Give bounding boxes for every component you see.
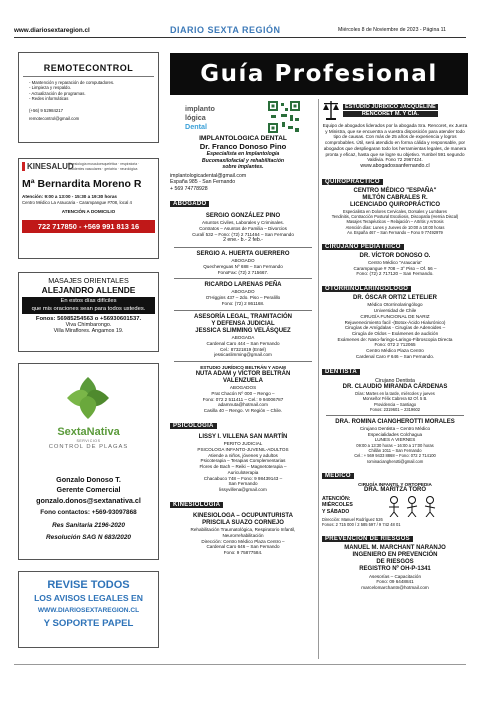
bullet-2: - Limpieza y respaldo.: [29, 85, 72, 91]
kinesio-l3: Dirección: Centro Médico Plaza Centro –: [201, 538, 285, 544]
psicologia-l1: PERITO JUDICIAL: [223, 441, 263, 447]
abogado-1-l4: 2 ene.- b.- 2 feb.-: [223, 237, 263, 244]
section-kinesiologia: KINESIOLOGIA: [170, 502, 223, 508]
medico-l4: Dirección: Manuel Rodríguez 526: [322, 516, 383, 522]
header-rule: [14, 37, 466, 38]
footer-rule: [14, 664, 466, 665]
dra-l2: Especialidades Colchagua: [367, 431, 423, 437]
riesgos-l6[interactable]: marcelomarchantn@hotmail.com: [361, 584, 429, 590]
psicologia-l4: Psicoterapia – Terapias Complementarias: [200, 458, 286, 464]
otorrino-l10: Cardenal Caro # 646 – San Fernando.: [355, 353, 435, 359]
implanto-addr: España 985 - San Fernando: [170, 179, 236, 185]
dra-l5: Chillán 1011 – San Fernando: [368, 448, 422, 454]
revise-line-3[interactable]: WWW.DIARIOSEXTAREGION.CL: [37, 607, 140, 614]
ad-sextanativa: [18, 363, 159, 560]
quiro-title: LICENCIADO QUIROPRÁCTICO: [350, 202, 440, 209]
scales-of-justice-icon: [322, 99, 340, 121]
abogado-5-l3: Fono: 072 2 511411 – Cel.: 9 94006787: [202, 396, 284, 402]
abogado-1-l1: Asuntos Civiles, Laborales y Criminales.: [202, 220, 284, 226]
dra-l6: Cel.: + 569 9433 8868 – Fono: 072 2 714100: [354, 453, 436, 459]
abogado-3-l3: Fono: (72) 2 861168.: [221, 300, 265, 306]
abogado-1-l3: Curalí 532 – Fono: (72) 2 711464 – San Fernando: [192, 231, 294, 237]
kinesio-name1: KINESIOLOGA – OCUPUNTURISTA: [192, 512, 293, 519]
quiro-l5: Av. España 467 – San Fernando – Fono 9 77492979: [347, 229, 443, 235]
abogado-2-l1: ABOGADO: [231, 258, 255, 264]
guia-banner: [170, 53, 468, 95]
bullet-1: - Mantención y reparación de computadores.: [29, 80, 115, 85]
abogado-4-name2: Y DEFENSA JUDICIAL: [211, 320, 275, 327]
medico-l3: Y SÁBADO: [322, 508, 350, 515]
dra-l4: 09:00 a 13:30 horas – 16:00 a 17:00 horas: [356, 443, 434, 449]
kinesalud-phones: 722 717850 - +569 991 813 16: [22, 220, 155, 233]
abogado-4-l4[interactable]: jessicaslimming@gmail.com: [214, 352, 272, 358]
sextanativa-res2: Resolución SAG N 683/2020: [46, 534, 131, 541]
sextanativa-brand: SextaNativa: [57, 426, 120, 438]
sextanativa-sub2: CONTROL DE PLAGAS: [48, 444, 129, 450]
revise-line-1: REVISE TODOS: [47, 579, 130, 591]
otorrino-l7: Exámenes de: Naso-faringo-Laringo-Fibroscopia Directa: [337, 336, 453, 342]
guia-middle-column: [170, 99, 316, 659]
sextanativa-sub: SERVICIOS: [76, 439, 101, 443]
kinesio-name2: PRISCILA SUAZO CORNEJO: [202, 519, 284, 526]
quiro-l4: Atención días: Lunes y Jueves de 10:00 a 18:00 horas: [345, 224, 445, 230]
riesgos-l3: REGISTRO Nº OH-P-1341: [359, 566, 431, 573]
section-quiropractico: QUIROPRÁCTICO: [322, 179, 383, 185]
abogado-2-l2: Quechereguas Nº 688 – San Fernando: [203, 263, 283, 269]
revise-line-2: LOS AVISOS LEGALES EN: [34, 593, 143, 603]
abogado-5-l4[interactable]: adamnuta@hotmail.com: [218, 402, 268, 408]
implanto-spec1: Especialista en Implantología: [206, 151, 280, 157]
masajes-name: ALEJANDRO ALLENDE: [41, 285, 136, 295]
remotecontrol-phone: (+56) 9 52984217: [29, 108, 64, 114]
section-dentista: DENTISTA: [322, 369, 360, 375]
abogado-2-l3: FonoFax: (72) 2 715667.: [217, 269, 269, 275]
abogado-3-l2: O'Higgins 437 – 2do. Piso – Peralillo: [205, 295, 281, 301]
kinesalud-hours: Atención: 9:00 a 13:00 - 15:30 a 19:30 horas: [22, 194, 117, 199]
masajes-places: Viva Chimbarongo.: [65, 322, 112, 329]
masajes-line-2: que mis oraciones sean para todos ustedes.: [31, 305, 146, 312]
implanto-spec2: Bucomaxilofacial y rehabilitación: [201, 157, 285, 164]
kinesio-l2: Neurorrehabilitación: [222, 532, 264, 538]
site-url[interactable]: www.diariosextaregion.cl: [14, 27, 90, 34]
bullet-3: - Actualización de programas.: [29, 90, 86, 96]
riesgos-l2: DE RIESGOS: [376, 559, 414, 566]
implanto-phone: + 569 74778928: [170, 185, 208, 192]
otorrino-l4: Rejuvenecimiento facil -(Botox-Ácido Hialurónico): [344, 319, 446, 325]
abogado-5-l1: ABOGADOS: [229, 385, 257, 391]
remotecontrol-logo: REMOTECONTROL: [43, 63, 134, 73]
section-psicologia: PSICOLOGÍA: [170, 423, 217, 429]
cirujano-name: DR. VÍCTOR DONOSO O.: [359, 252, 431, 259]
dentista-name: DR. CLAUDIO MIRANDA CÁRDENAS: [342, 384, 448, 391]
kinesio-l4: Cardenal Caro 646 – San Fernando: [206, 544, 280, 550]
guia-title: Guía Profesional: [200, 61, 438, 87]
otorrino-l3: CIRUGÍA FUNCIONAL DE NARIZ: [360, 313, 430, 319]
estudio-head1: ESTUDIO JURÍDICO JACQUELINE: [345, 103, 436, 110]
abogado-1-l2: Contratos – Asuntos de Familia – Divorcios: [199, 225, 287, 231]
masajes-address: Villa Miraflores. Angamos 19.: [53, 328, 124, 335]
riesgos-l1: INGENIERO EN PREVENCIÓN: [352, 551, 438, 558]
quiro-l1: Especialista en Dolores Cervicales, Dorsales y Lumbares: [343, 209, 447, 215]
section-riesgos: PREVENCIÓN DE RIESGOS: [322, 536, 413, 542]
medico-l0: CIRUGÍA INFANTIL Y ORTOPEDIA: [358, 481, 432, 487]
kinesalud-home: ATENCIÓN A DOMICILIO: [61, 209, 116, 215]
abogado-1-name: SERGIO GONZÁLEZ PINO: [205, 213, 281, 219]
abogado-4-name3: JESSICA SLIMMING VELÁSQUEZ: [195, 328, 291, 335]
psicologia-l6: Auriculoterapia: [227, 469, 259, 475]
qr-code-icon[interactable]: [267, 100, 301, 134]
sextanativa-phone: Fono contactos: +569-93097868: [40, 509, 137, 516]
psicologia-l5: Flores de Bach – Reiki – Magnetoterapia –: [199, 464, 287, 470]
abogado-5-l5: Casilla 40 – Rengo. VI Región – Chile.: [203, 408, 283, 414]
section-cirujano: CIRUJANO PEDIÁTRICO: [322, 244, 404, 250]
abogado-4-l2: Cardenal Caro 444 – San Fernando: [206, 340, 280, 346]
estudio-web[interactable]: www.abogadossanfernando.cl: [360, 163, 430, 170]
ad-revise: [18, 571, 159, 648]
implanto-doctor: Dr. Franco Donoso Pino: [199, 142, 287, 151]
sextanativa-name: Gonzalo Donoso T.: [56, 475, 121, 484]
ad-remotecontrol: [18, 52, 159, 143]
ad-kinesalud: [18, 158, 159, 259]
estudio-head2: RENCORET M. Y CÍA.: [343, 111, 438, 117]
masajes-phone: Fonos: 56985254563 o +56930601537.: [35, 316, 142, 323]
masajes-title: MASAJES ORIENTALES: [48, 276, 129, 285]
section-otorrino: OTORRINOLARINGÓLOGO: [322, 286, 411, 292]
otorrino-l1: Médico Otorrinolaringólogo: [367, 302, 423, 308]
implantologica-logo: [185, 104, 237, 131]
dentista-l0: Cirujano Dentista: [375, 377, 415, 384]
remotecontrol-email[interactable]: remotecontrol@gmail.com: [29, 115, 80, 121]
quiro-name: MILTÓN CABRALES R.: [362, 194, 428, 201]
estudio-text: Equipo de abogados liderados por la abogada Sra. Rencoret, ex Jueza y Ministra, que se encuentra a vuestra disposición para atender todo tipo de causas. Con más de 25 años de experiencia y logros comprobables. Útil, será atendido en forma cálida y responsable, por abogados que despliegaran todo los herramientas legales, de manera pronta y eficaz, hasta que se logre su objetivo. Yumbel 591 segundo Valdivia. Fono 72 2967424.: [322, 123, 468, 163]
cirujano-l1: Centro Médico "Araucaria": [367, 259, 423, 265]
riesgos-name: MANUEL M. MARCHANT NARANJO: [344, 544, 446, 551]
sextanativa-leaf-icon: [63, 373, 113, 423]
section-medico: MÉDICO: [322, 473, 354, 479]
psicologia-l7: Chacabuco 748 – Fono: 9 98439143 –: [203, 475, 283, 481]
otorrino-l5: Cirugías de Amígdalas - Cirugías de Adenoides –: [344, 325, 446, 331]
kinesalud-tagline: Kinesiología musculoesquelética · respiratoria · accidentes vasculares · geriatría · neurológica: [68, 162, 140, 171]
dentista-l4: Fonos: 2319601 – 2319602: [369, 406, 421, 412]
kinesalud-logo: KINESALUD: [22, 162, 68, 171]
psicologia-l2: PSICOLOGA INFANTO-JUVENIL-ADULTOS: [197, 446, 289, 452]
psicologia-l9[interactable]: lissyvillena@gmail.com: [219, 487, 267, 493]
otorrino-l2: Universidad de Chile: [373, 308, 417, 314]
medico-name: DRA. MARITZA TORO: [364, 487, 426, 494]
riesgos-l5: Fono: 09 6448841: [376, 579, 414, 585]
psicologia-name: LISSY I. VILLENA SAN MARTÍN: [198, 433, 288, 440]
otorrino-l9: Centro Médico Plaza Centro: [366, 348, 424, 354]
otorrino-name: DR. ÓSCAR ORTIZ LETELIER: [353, 295, 437, 302]
medico-l5: Fonos: 2 715 000 / 2 585 597 / 9 742 48 01: [322, 521, 401, 527]
dentista-l1: Días: Martes en la tarde, miércoles y jueves: [355, 391, 435, 397]
abogado-4-l1: ABOGADA: [231, 335, 255, 341]
sextanativa-res1: Res Sanitaria 2196-2020: [52, 522, 125, 529]
implanto-title: IMPLANTOLOGICA DENTAL: [199, 135, 287, 142]
dra-name: DRA. ROMINA CIANGHEROTTI MORALES: [335, 418, 455, 425]
logo-word-3: Dental: [185, 121, 207, 131]
dra-l3: LUNES A VIERNES: [374, 437, 416, 443]
abogado-2-name: SERGIO A. HUERTA GUERRERO: [196, 250, 290, 257]
dentista-l3: Providencia – Santiago: [373, 401, 417, 407]
abogado-5-l2: Prat Chacón Nº 000 – Rengo –: [211, 391, 275, 397]
dra-l7[interactable]: rominaciangherotti@gmail.com: [366, 458, 424, 464]
paper-title: DIARIO SEXTA REGIÓN: [170, 25, 281, 35]
quiro-center: CENTRO MÉDICO "ESPAÑA": [353, 187, 437, 194]
kinesio-l1: Rehabilitación Traumatológica, Respiratorio Infantil,: [190, 527, 296, 533]
dentista-l2: Monseñor Félix Cabrera 62 Of. 5 B.: [362, 396, 428, 402]
column-divider: [318, 99, 319, 659]
otorrino-l6: Cirugía de Oídos – Exámenes de audición: [351, 331, 439, 336]
dra-l1: Cirujano Dentista – Centro Médico: [359, 425, 431, 431]
ad-masajes: [18, 272, 159, 352]
riesgos-l4: Asesorías – Capacitación: [368, 573, 422, 579]
kinesalud-name: Mª Bernardita Moreno R: [22, 178, 142, 190]
implanto-email[interactable]: implantologicadental@gmail.com: [170, 172, 247, 179]
abogado-4-l3: Cel.: 87321819 (Entel): [220, 346, 266, 352]
abogado-4-name1: ASESORÍA LEGAL, TRAMITACIÓN: [194, 313, 292, 320]
bullet-4: - Redes informáticas: [29, 96, 69, 102]
medico-l1: ATENCIÓN:: [322, 495, 351, 502]
sextanativa-role: Gerente Comercial: [56, 485, 121, 494]
psicologia-l8: San Fernando: [228, 481, 258, 487]
guia-right-column: [322, 99, 468, 659]
abogado-5-name1: NUTA ADAM y VÍCTOR BELTRÁN: [195, 370, 291, 377]
abogado-3-name: RICARDO LARENAS PEÑA: [204, 282, 282, 289]
medico-l2: MIÉRCOLES: [322, 502, 353, 509]
abogado-3-l1: ABOGADO: [231, 289, 255, 295]
children-illustration-icon: [382, 495, 442, 517]
kinesalud-address: Centro Médico La Araucaria - Carampangue #708, local 4: [22, 199, 132, 205]
logo-word-1: implanto: [185, 103, 215, 113]
implanto-spec3: sobre implantes.: [222, 164, 264, 170]
otorrino-l8: Fono: 072 2 712065: [374, 342, 416, 348]
section-abogado: ABOGADO: [170, 201, 209, 207]
logo-word-2: lógica: [185, 112, 206, 122]
revise-line-4: Y SOPORTE PAPEL: [43, 618, 134, 629]
sextanativa-email[interactable]: gonzalo.donos@sextanativa.cl: [36, 496, 141, 505]
abogado-5-head: ESTUDIO JURÍDICO BELTRÁN Y ADAM: [200, 365, 286, 371]
cirujano-l2: Carampangue # 708 – 3° Piso – Of. 56 –: [353, 265, 437, 271]
quiro-l2: Tendinitis, Contracción Postural Escoliosis, Discopatía (Hernia Discal): [331, 214, 459, 220]
masajes-line-1: En estos días difíciles: [60, 298, 117, 304]
kinesio-l5: Fono: 9 75877584.: [223, 550, 263, 556]
abogado-5-name2: VALENZUELA: [223, 378, 263, 385]
cirujano-l3: Fono: (72) 2 717120 – San Fernando.: [356, 271, 434, 277]
psicologia-l3: Atiende a niños, jóvenes y adultos: [208, 452, 278, 458]
page-date: Miércoles 8 de Noviembre de 2023 - Página 11: [338, 27, 447, 33]
quiro-l3: Masajes Terapéuticos – Relajación – Artritis y Artrosis: [346, 219, 444, 225]
